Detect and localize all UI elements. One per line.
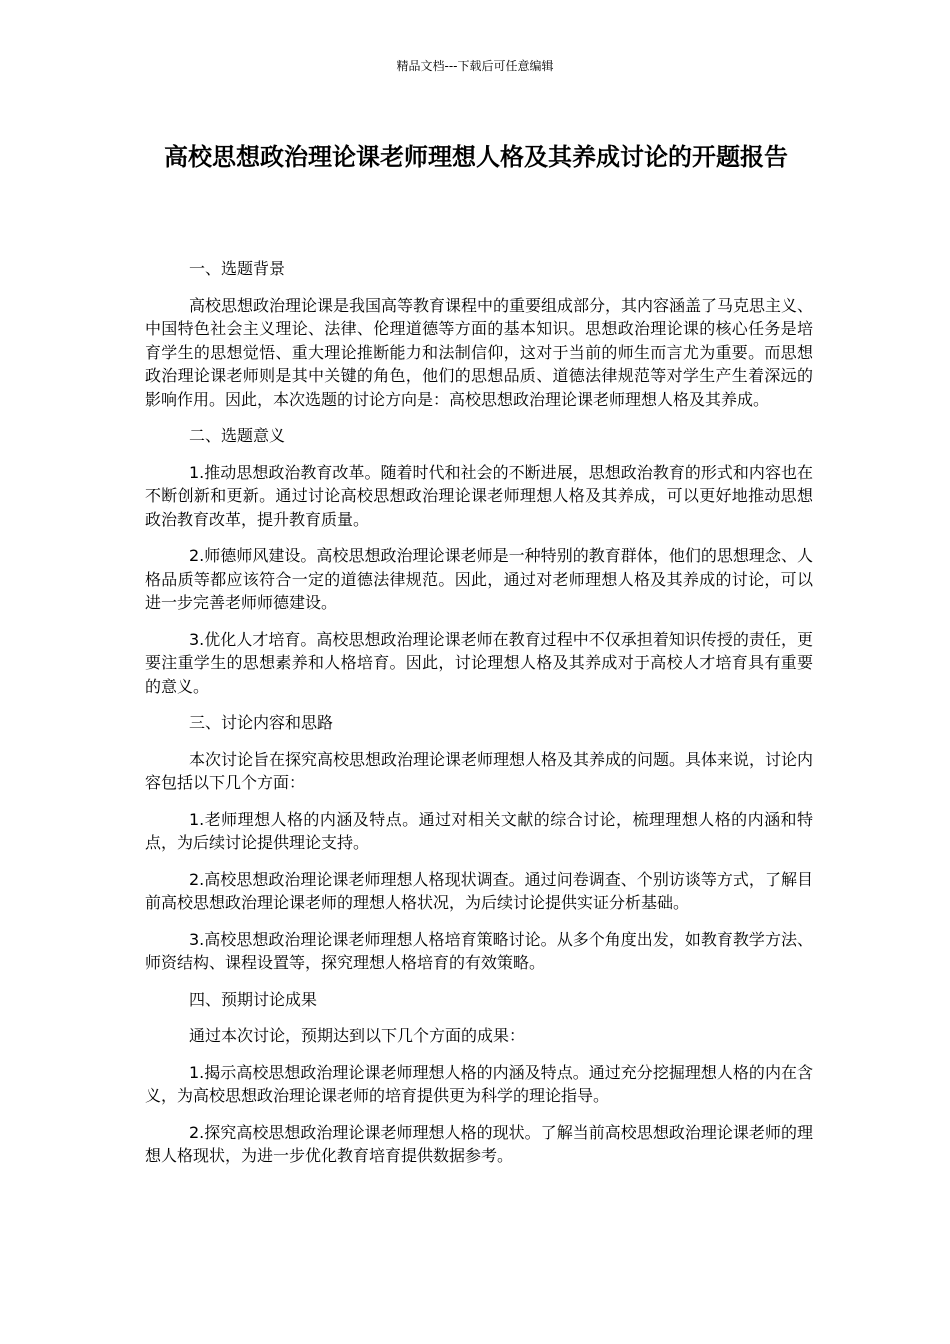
section-content-approach bbox=[145, 711, 813, 975]
section-expected-results bbox=[145, 988, 813, 1168]
page-header-note: 精品文档---下载后可任意编辑 bbox=[396, 59, 554, 73]
paragraph: 1.推动思想政治教育改革。随着时代和社会的不断进展，思想政治教育的形式和内容也在不断创新和更新。通过讨论高校思想政治理论课老师理想人格及其养成，可以更好地推动思想政治教育改革，提升教育质量。 bbox=[145, 462, 813, 529]
paragraph: 1.老师理想人格的内涵及特点。通过对相关文献的综合讨论，梳理理想人格的内涵和特点，为后续讨论提供理论支持。 bbox=[145, 809, 813, 852]
section-heading: 二、选题意义 bbox=[189, 426, 286, 445]
section-heading: 四、预期讨论成果 bbox=[189, 989, 318, 1009]
paragraph: 2.探究高校思想政治理论课老师理想人格的现状。了解当前高校思想政治理论课老师的理想人格现状，为进一步优化教育培育提供数据参考。 bbox=[145, 1122, 813, 1165]
paragraph: 高校思想政治理论课是我国高等教育课程中的重要组成部分，其内容涵盖了马克思主义、中国特色社会主义理论、法律、伦理道德等方面的基本知识。思想政治理论课的核心任务是培育学生的思想觉悟、重大理论推断能力和法制信仰，这对于当前的师生而言尤为重要。而思想政治理论课老师则是其中关键的角色，他们的思想品质、道德法律规范等对学生产生着深远的影响作用。因此，本次选题的讨论方向是：高校思想政治理论课老师理想人格及其养成。 bbox=[145, 295, 814, 409]
section-significance bbox=[145, 424, 813, 698]
section-heading: 三、讨论内容和思路 bbox=[189, 713, 334, 732]
paragraph: 3.优化人才培育。高校思想政治理论课老师在教育过程中不仅承担着知识传授的责任，更要注重学生的思想素养和人格培育。因此，讨论理想人格及其养成对于高校人才培育具有重要的意义。 bbox=[145, 629, 813, 696]
document-body bbox=[145, 257, 813, 1181]
document-title: 高校思想政治理论课老师理想人格及其养成讨论的开题报告 bbox=[164, 143, 788, 171]
paragraph: 本次讨论旨在探究高校思想政治理论课老师理想人格及其养成的问题。具体来说，讨论内容包括以下几个方面： bbox=[145, 749, 814, 792]
paragraph: 2.师德师风建设。高校思想政治理论课老师是一种特别的教育群体，他们的思想理念、人格品质等都应该符合一定的道德法律规范。因此，通过对老师理想人格及其养成的讨论，可以进一步完善老师师德建设。 bbox=[145, 546, 813, 612]
paragraph: 3.高校思想政治理论课老师理想人格培育策略讨论。从多个角度出发，如教育教学方法、师资结构、课程设置等，探究理想人格培育的有效策略。 bbox=[145, 929, 813, 972]
section-background bbox=[145, 257, 813, 411]
paragraph: 2.高校思想政治理论课老师理想人格现状调查。通过问卷调查、个别访谈等方式，了解目前高校思想政治理论课老师的理想人格状况，为后续讨论提供实证分析基础。 bbox=[145, 869, 813, 912]
section-heading: 一、选题背景 bbox=[189, 259, 286, 278]
paragraph: 1.揭示高校思想政治理论课老师理想人格的内涵及特点。通过充分挖掘理想人格的内在含义，为高校思想政治理论课老师的培育提供更为科学的理论指导。 bbox=[145, 1062, 813, 1105]
paragraph: 通过本次讨论，预期达到以下几个方面的成果： bbox=[189, 1026, 526, 1045]
